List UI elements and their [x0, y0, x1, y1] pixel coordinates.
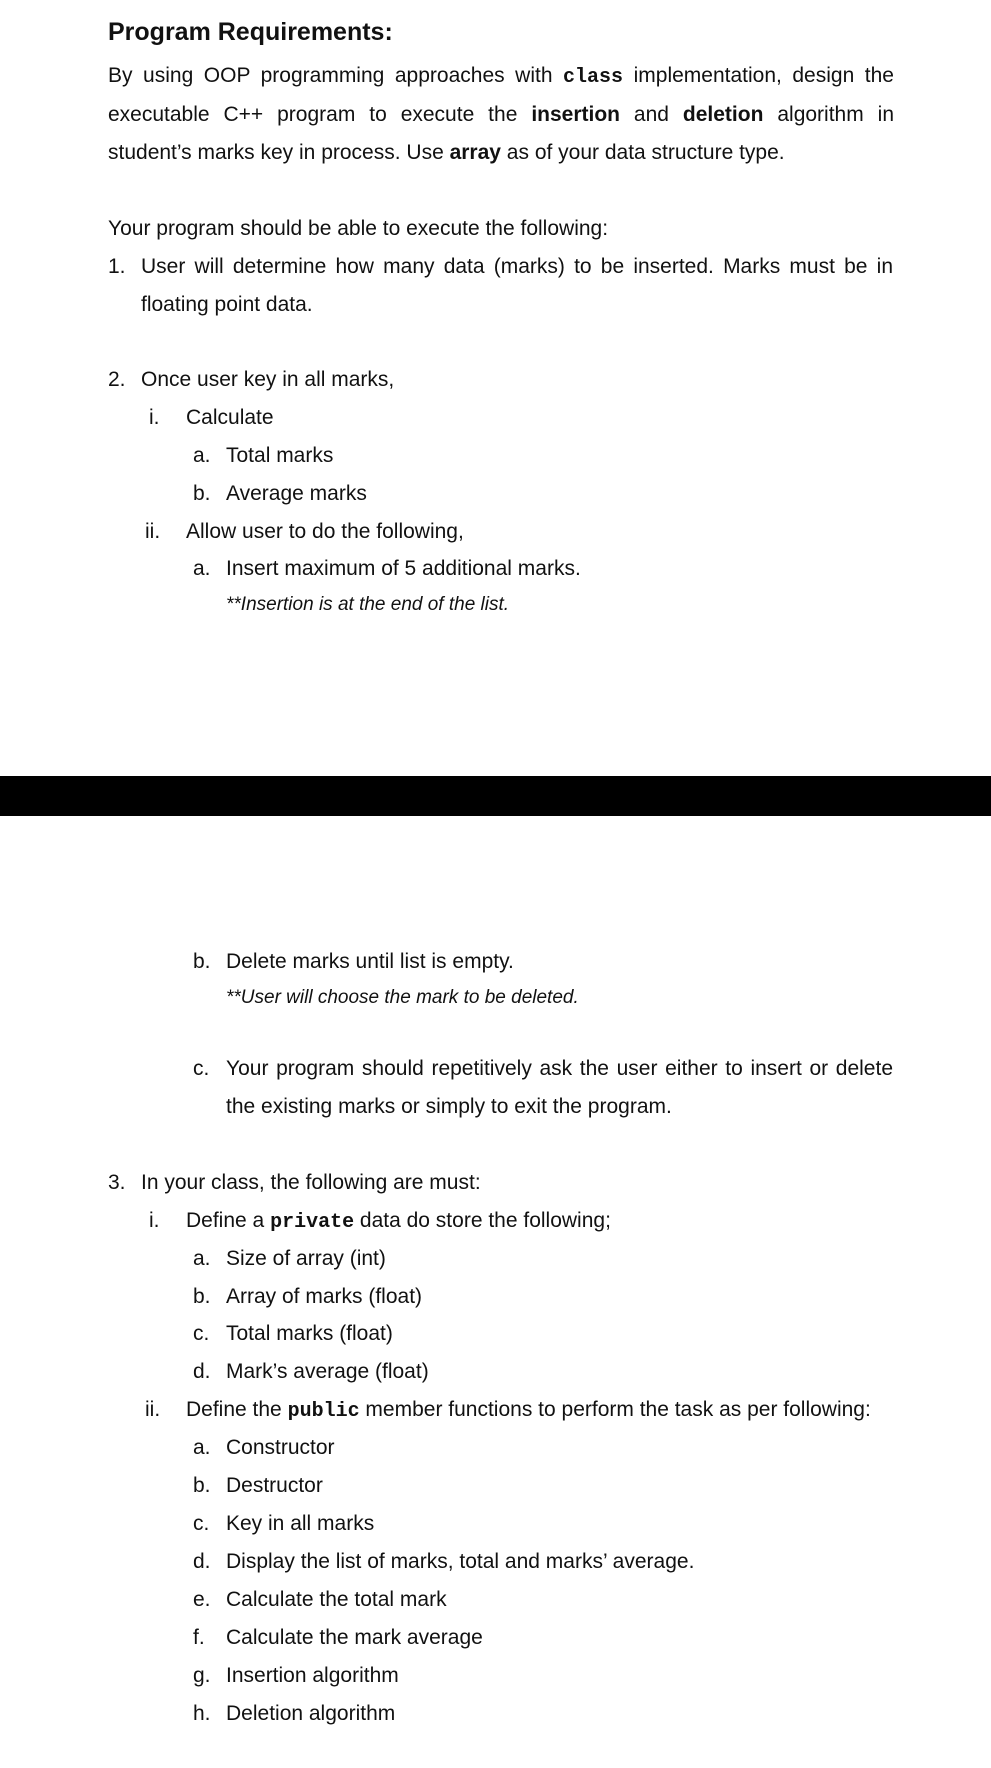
item-3-ii-a-text: Constructor [226, 1436, 335, 1459]
item-3-i-a-text: Size of array (int) [226, 1247, 386, 1270]
item-3-i-text-part: Define a [186, 1209, 271, 1232]
item-3-i-b-marker: b. [193, 1285, 211, 1308]
item-3-ii-b-marker: b. [193, 1474, 211, 1497]
item-3-i-c-marker: c. [193, 1322, 210, 1345]
item-3-ii-text [186, 1399, 871, 1422]
item-3-i-text-part: data do store the following; [354, 1209, 611, 1232]
private-keyword: private [270, 1211, 355, 1234]
item-3-ii-f-text: Calculate the mark average [226, 1626, 483, 1649]
item-3-ii-number: ii. [145, 1398, 161, 1421]
item-1-line-1: User will determine how many data (marks) to be inserted. Marks must be in [141, 255, 893, 278]
item-3-ii-h-marker: h. [193, 1702, 211, 1725]
item-2-ii-a-text: Insert maximum of 5 additional marks. [226, 557, 581, 580]
item-2-ii-c-marker: c. [193, 1057, 210, 1080]
item-2-i-a-marker: a. [193, 444, 211, 467]
intro-text: By using OOP programming approaches with [108, 64, 564, 87]
item-2-ii-number: ii. [145, 520, 161, 543]
item-3-text: In your class, the following are must: [141, 1171, 481, 1194]
item-2-text: Once user key in all marks, [141, 368, 395, 391]
item-3-i-number: i. [149, 1209, 160, 1232]
item-3-ii-f-marker: f. [193, 1626, 205, 1649]
item-2-ii-b-note: **User will choose the mark to be deleted. [226, 987, 579, 1008]
intro-text: executable C++ program to execute the [108, 103, 532, 126]
page-title: Program Requirements: [108, 18, 393, 46]
intro-line-1 [108, 65, 894, 88]
item-2-ii-a-marker: a. [193, 557, 211, 580]
item-3-i-text [186, 1210, 611, 1233]
item-2-ii-a-note: **Insertion is at the end of the list. [226, 594, 510, 615]
item-3-ii-g-text: Insertion algorithm [226, 1664, 399, 1687]
item-3-i-c-text: Total marks (float) [226, 1322, 393, 1345]
item-3-ii-h-text: Deletion algorithm [226, 1702, 396, 1725]
redaction-bar [0, 776, 991, 816]
item-2-ii-c-line-1: Your program should repetitively ask the user either to insert or delete [226, 1057, 893, 1080]
item-3-ii-text-part: Define the [186, 1398, 288, 1421]
item-2-i-b-marker: b. [193, 482, 211, 505]
intro-text: and [620, 103, 683, 126]
item-3-i-a-marker: a. [193, 1247, 211, 1270]
intro-line-3 [108, 142, 785, 163]
item-2-ii-b-text: Delete marks until list is empty. [226, 950, 514, 973]
item-3-ii-a-marker: a. [193, 1436, 211, 1459]
public-keyword: public [287, 1400, 360, 1423]
item-3-ii-g-marker: g. [193, 1664, 211, 1687]
item-3-ii-d-marker: d. [193, 1550, 211, 1573]
item-1-number: 1. [108, 255, 126, 278]
insertion-keyword: insertion [531, 103, 620, 126]
array-keyword: array [449, 141, 501, 164]
item-3-number: 3. [108, 1171, 126, 1194]
intro-text: student’s marks key in process. Use [108, 141, 450, 164]
item-2-number: 2. [108, 368, 126, 391]
item-3-ii-c-text: Key in all marks [226, 1512, 375, 1535]
item-2-ii-text: Allow user to do the following, [186, 520, 464, 543]
item-3-ii-e-text: Calculate the total mark [226, 1588, 447, 1611]
item-3-i-d-text: Mark’s average (float) [226, 1360, 429, 1383]
intro-text: algorithm in [763, 103, 894, 126]
item-2-i-number: i. [149, 406, 160, 429]
deletion-keyword: deletion [682, 103, 764, 126]
intro-text: implementation, design the [623, 64, 894, 87]
item-3-i-b-text: Array of marks (float) [226, 1285, 423, 1308]
item-3-ii-c-marker: c. [193, 1512, 210, 1535]
item-3-ii-d-text: Display the list of marks, total and marks’ average. [226, 1550, 695, 1573]
item-2-ii-c-line-2: the existing marks or simply to exit the program. [226, 1095, 672, 1118]
item-2-i-a-text: Total marks [226, 444, 334, 467]
item-3-ii-e-marker: e. [193, 1588, 211, 1611]
item-2-ii-b-marker: b. [193, 950, 211, 973]
item-2-i-b-text: Average marks [226, 482, 367, 505]
intro-text: as of your data structure type. [500, 141, 785, 164]
lead-text: Your program should be able to execute the following: [108, 217, 609, 240]
intro-line-2 [108, 104, 894, 125]
item-1-line-2: floating point data. [141, 293, 313, 316]
item-3-ii-b-text: Destructor [226, 1474, 323, 1497]
item-3-i-d-marker: d. [193, 1360, 211, 1383]
item-3-ii-text-part: member functions to perform the task as per following: [359, 1398, 871, 1421]
class-keyword: class [563, 66, 624, 89]
item-2-i-text: Calculate [186, 406, 274, 429]
